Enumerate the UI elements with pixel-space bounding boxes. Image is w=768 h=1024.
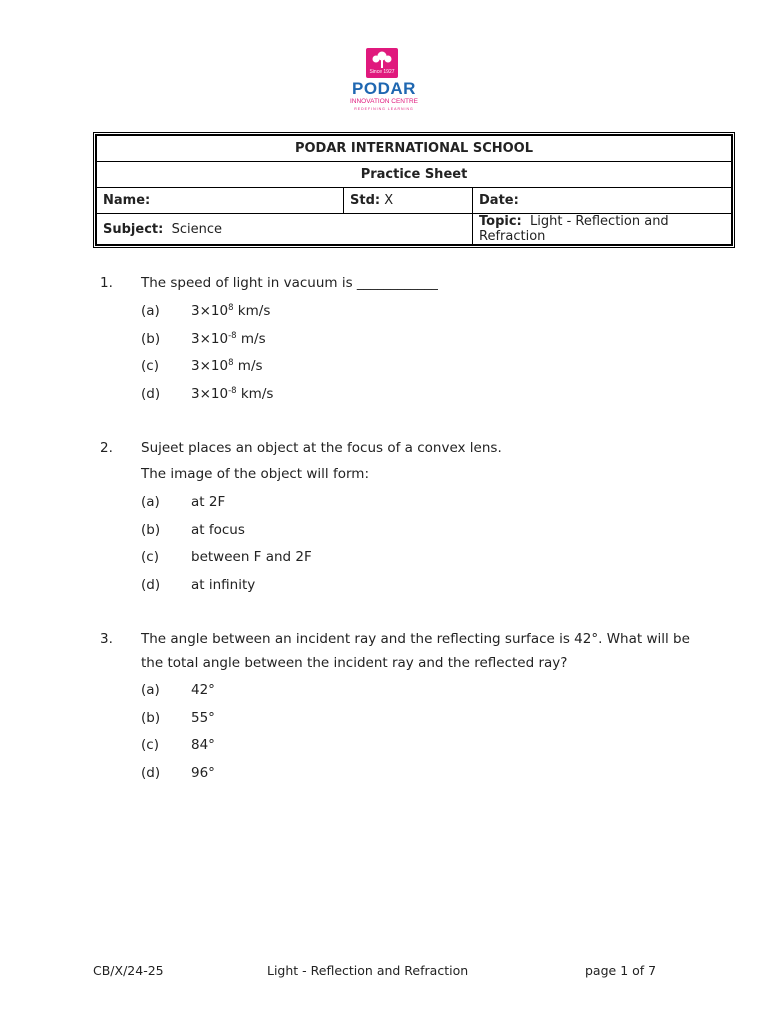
date-cell: [473, 188, 732, 214]
option-label: (a): [141, 303, 160, 319]
subject-cell: [97, 214, 473, 245]
option-label: (d): [141, 765, 161, 781]
option-label: (b): [141, 331, 161, 347]
header-table: [93, 132, 735, 248]
school-name: PODAR INTERNATIONAL SCHOOL: [97, 136, 732, 162]
question-number: 2.: [100, 440, 113, 456]
logo-wordmark: PODAR: [352, 79, 416, 98]
footer-page: page 1 of 7: [585, 963, 657, 978]
question-text: The image of the object will form:: [141, 466, 369, 482]
option-label: (c): [141, 549, 159, 565]
std-value: X: [384, 193, 394, 208]
std-cell: [344, 188, 473, 214]
logo-since-text: Since 1927: [369, 69, 395, 75]
subject-value: Science: [171, 221, 222, 237]
option-label: (a): [141, 494, 160, 510]
option-value: at focus: [191, 522, 245, 538]
subject-label: Subject:: [103, 221, 164, 237]
option-label: (b): [141, 522, 161, 538]
option-value: between F and 2F: [191, 549, 312, 565]
option-value: $3\times 10^{-8}$ km/s: [191, 386, 274, 402]
option-label: (d): [141, 577, 161, 593]
option-value: 84°: [191, 737, 215, 753]
question-text: Sujeet places an object at the focus of a convex lens.: [141, 440, 502, 456]
question-number: 3.: [100, 631, 113, 647]
option-value: $3\times 10^8$ km/s: [191, 303, 271, 319]
topic-value: Light - Reflection and Refraction: [479, 214, 669, 244]
name-cell: [97, 188, 344, 214]
option-label: (b): [141, 710, 161, 726]
footer-title: Light - Reflection and Refraction: [267, 963, 469, 978]
option-value: 55°: [191, 710, 215, 726]
date-label: Date:: [479, 193, 519, 208]
option-value: 42°: [191, 682, 215, 698]
topic-cell: [473, 214, 732, 245]
question-text: The speed of light in vacuum is ____________: [141, 275, 438, 291]
option-label: (c): [141, 358, 159, 374]
logo-tagline: REDEFINING LEARNING: [354, 107, 414, 111]
option-value: $3\times 10^{-8}$ m/s: [191, 331, 266, 347]
footer-code: CB/X/24-25: [93, 963, 164, 978]
school-logo: [341, 46, 427, 114]
std-label: Std:: [350, 193, 381, 208]
option-label: (c): [141, 737, 159, 753]
question-text: The angle between an incident ray and the reflecting surface is 42°. What will be: [141, 631, 690, 647]
tree-icon: [366, 48, 398, 78]
question-number: 1.: [100, 275, 113, 291]
option-value: 96°: [191, 765, 215, 781]
name-label: Name:: [103, 193, 151, 208]
option-label: (d): [141, 386, 161, 402]
option-value: at infinity: [191, 577, 256, 593]
topic-label: Topic:: [479, 214, 522, 229]
question-text: the total angle between the incident ray and the reflected ray?: [141, 655, 568, 671]
option-label: (a): [141, 682, 160, 698]
logo-subtitle: INNOVATION CENTRE: [349, 98, 418, 105]
option-value: $3\times 10^8$ m/s: [191, 358, 263, 374]
sheet-title: Practice Sheet: [97, 162, 732, 188]
option-value: at 2F: [191, 494, 226, 510]
